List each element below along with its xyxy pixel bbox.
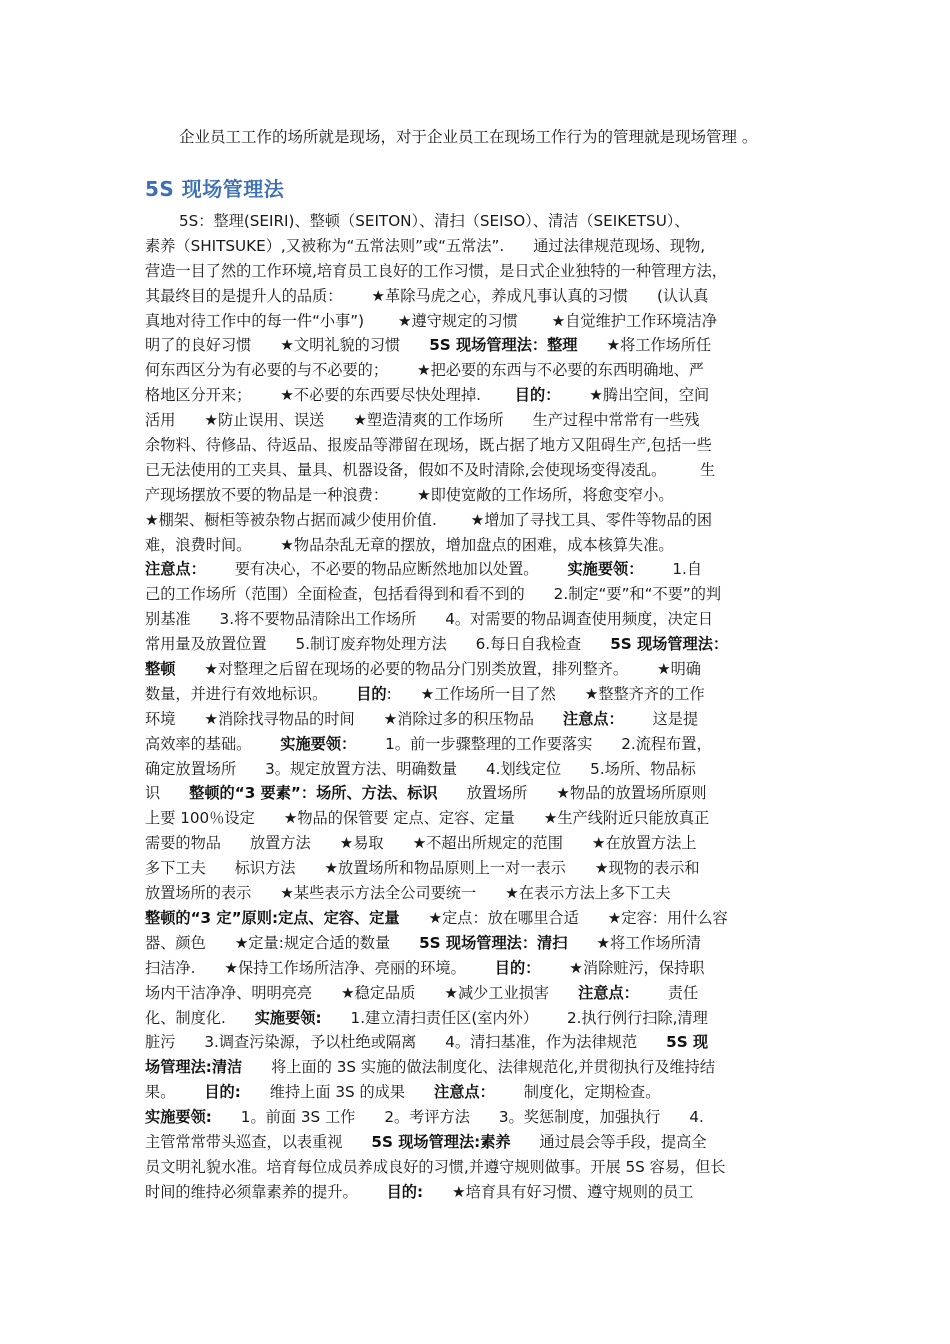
text-run: 难，浪费时间。 ★物品杂乱无章的摆放，增加盘点的困难，成本核算失准。 bbox=[145, 535, 674, 554]
text-line bbox=[145, 1030, 810, 1055]
text-run: 5S：整理(SEIRI)、整顿（SEITON）、清扫（SEISO）、清洁（SEIKETSU）、 bbox=[179, 212, 690, 230]
text-run: 常用量及放置位置 5.制订废弃物处理方法 6.每日自我检查 bbox=[145, 635, 611, 654]
text-line bbox=[145, 757, 810, 782]
text-run: 放置场所 ★物品的放置场所原则 bbox=[437, 784, 707, 803]
text-run: ★定点：放在哪里合适 ★定容：用什么容 bbox=[399, 908, 728, 927]
bold-label: 5S 现场管理法： bbox=[610, 635, 729, 654]
text-line bbox=[145, 259, 810, 284]
text-line bbox=[145, 781, 810, 806]
text-line bbox=[145, 906, 810, 931]
text-run: 需要的物品 放置方法 ★易取 ★不超出所规定的范围 ★在放置方法上 bbox=[145, 834, 697, 853]
text-line bbox=[145, 333, 810, 358]
text-line bbox=[145, 657, 810, 682]
text-line bbox=[145, 632, 810, 657]
text-line bbox=[145, 458, 810, 483]
bold-label: 5S 现 bbox=[666, 1033, 709, 1052]
text-run: 上要 100％设定 ★物品的保管要 定点、定容、定量 ★生产线附近只能放真正 bbox=[145, 809, 710, 828]
text-line bbox=[145, 483, 810, 508]
body-paragraph bbox=[145, 209, 810, 1205]
text-run: 多下工夫 标识方法 ★放置场所和物品原则上一对一表示 ★现物的表示和 bbox=[145, 859, 700, 878]
text-run: 这是提 bbox=[623, 709, 699, 728]
text-run: 已无法使用的工夹具、量具、机器设备，假如不及时清除,会使现场变得凌乱。 生 bbox=[145, 460, 716, 479]
text-run: ★消除赃污，保持职 bbox=[540, 958, 705, 977]
text-line bbox=[145, 433, 810, 458]
bold-label: 实施要领： bbox=[567, 560, 644, 579]
text-run: 将上面的 3S 实施的做法制度化、法律规范化,并贯彻执行及维持结 bbox=[242, 1058, 716, 1077]
text-run: 果。 bbox=[145, 1083, 205, 1102]
text-line bbox=[145, 1006, 810, 1031]
bold-label: 整顿的“3 要素”：场所、方法、标识 bbox=[189, 784, 438, 803]
text-run: 员文明礼貌水准。培育每位成员养成良好的习惯,并遵守规则做事。开展 5S 容易，但长 bbox=[145, 1157, 726, 1176]
text-run: ★将工作场所任 bbox=[577, 336, 712, 355]
bold-label: 5S 现场管理法：整理 bbox=[429, 336, 578, 355]
text-line bbox=[145, 533, 810, 558]
text-run: 扫洁净. ★保持工作场所洁净、亮丽的环境。 bbox=[145, 958, 495, 977]
text-run: 高效率的基础。 bbox=[145, 734, 281, 753]
text-run: 真地对待工作中的每一件“小事”) ★遵守规定的习惯 ★自觉维护工作环境洁净 bbox=[145, 311, 718, 330]
text-run: : ★工作场所一目了然 ★整整齐齐的工作 bbox=[386, 684, 705, 703]
text-run: 责任 bbox=[638, 983, 699, 1002]
bold-label: 目的 bbox=[356, 684, 387, 703]
bold-label: 整顿 bbox=[145, 660, 176, 679]
text-line bbox=[145, 981, 810, 1006]
text-run: 维持上面 3S 的成果 bbox=[240, 1083, 434, 1102]
bold-label: 注意点： bbox=[434, 1083, 495, 1102]
text-run: 余物料、待修品、待返品、报废品等滞留在现场，既占据了地方又阻碍生产,包括一些 bbox=[145, 436, 712, 455]
text-line bbox=[145, 707, 810, 732]
text-run: 主管常常带头巡查，以表重视 bbox=[145, 1132, 372, 1151]
text-run: 素养（SHITSUKE）,又被称为“五常法则”或“五常法”. 通过法律规范现场、现物, bbox=[145, 236, 706, 255]
text-run: 识 bbox=[145, 784, 190, 803]
text-line bbox=[145, 1080, 810, 1105]
bold-label: 实施要领: bbox=[254, 1008, 322, 1027]
text-line bbox=[145, 806, 810, 831]
bold-label: 注意点： bbox=[145, 560, 206, 579]
text-line bbox=[145, 234, 810, 259]
text-line bbox=[145, 856, 810, 881]
text-run: ★将工作场所清 bbox=[567, 933, 702, 952]
text-line bbox=[145, 309, 810, 334]
text-run: 环境 ★消除找寻物品的时间 ★消除过多的积压物品 bbox=[145, 709, 563, 728]
text-line bbox=[145, 209, 810, 234]
text-run: 格地区分开来； ★不必要的东西要尽快处理掉. bbox=[145, 386, 515, 405]
text-run: 化、制度化. bbox=[145, 1008, 255, 1027]
text-line bbox=[145, 1130, 810, 1155]
text-line bbox=[145, 582, 810, 607]
text-run: 要有决心，不必要的物品应断然地加以处置。 bbox=[205, 560, 568, 579]
text-run: 其最终目的是提升人的品质： ★革除马虎之心，养成凡事认真的习惯 (认认真 bbox=[145, 286, 709, 305]
text-line bbox=[145, 607, 810, 632]
text-run: 通过晨会等手段，提高全 bbox=[510, 1132, 707, 1151]
text-run: 明了的良好习惯 ★文明礼貌的习惯 bbox=[145, 336, 430, 355]
text-line bbox=[145, 956, 810, 981]
text-run: ★棚架、橱柜等被杂物占据而减少使用价值. ★增加了寻找工具、零件等物品的困 bbox=[145, 510, 713, 529]
bold-label: 实施要领: bbox=[145, 1108, 212, 1127]
bold-label: 5S 现场管理法:素养 bbox=[371, 1132, 511, 1151]
text-line bbox=[145, 383, 810, 408]
text-run: 数量，并进行有效地标识。 bbox=[145, 684, 357, 703]
text-line bbox=[145, 1105, 810, 1130]
text-run: 营造一目了然的工作环境,培育员工良好的工作习惯，是日式企业独特的一种管理方法， bbox=[145, 261, 727, 280]
bold-label: 目的: bbox=[386, 1182, 424, 1201]
text-run: 确定放置场所 3。规定放置方法、明确数量 4.划线定位 5.场所、物品标 bbox=[145, 759, 696, 778]
text-run: 1。前面 3S 工作 2。考评方法 3。奖惩制度，加强执行 4. bbox=[211, 1108, 704, 1127]
text-run: ★培育具有好习惯、遵守规则的员工 bbox=[423, 1182, 694, 1201]
text-run: 何东西区分为有必要的与不必要的； ★把必要的东西与不必要的东西明确地、严 bbox=[145, 361, 704, 380]
text-line bbox=[145, 831, 810, 856]
text-line bbox=[145, 881, 810, 906]
bold-label: 实施要领： bbox=[280, 734, 357, 753]
text-line bbox=[145, 284, 810, 309]
text-run: ★腾出空间，空间 bbox=[560, 386, 710, 405]
section-heading: 5S 现场管理法 bbox=[145, 177, 285, 201]
text-run: 时间的维持必须靠素养的提升。 bbox=[145, 1182, 387, 1201]
text-run: 1.建立清扫责任区(室内外） 2.执行例行扫除,清理 bbox=[321, 1008, 708, 1027]
bold-label: 注意点： bbox=[578, 983, 639, 1002]
text-run: 器、颜色 ★定量:规定合适的数量 bbox=[145, 933, 420, 952]
intro-paragraph: 企业员工工作的场所就是现场，对于企业员工在现场工作行为的管理就是现场管理 。 bbox=[179, 128, 758, 146]
text-line bbox=[145, 557, 810, 582]
text-run: 放置场所的表示 ★某些表示方法全公司要统一 ★在表示方法上多下工夫 bbox=[145, 884, 671, 903]
bold-label: 整顿的“3 定”原则:定点、定容、定量 bbox=[145, 908, 400, 927]
bold-label: 注意点： bbox=[562, 709, 624, 728]
text-line bbox=[145, 1180, 810, 1205]
text-run: 产现场摆放不要的物品是一种浪费： ★即使宽敞的工作场所，将愈变窄小。 bbox=[145, 485, 674, 504]
text-line bbox=[145, 358, 810, 383]
text-run: 别基准 3.将不要物品清除出工作场所 4。对需要的物品调查使用频度，决定日 bbox=[145, 610, 714, 629]
text-run: 活用 ★防止误用、误送 ★塑造清爽的工作场所 生产过程中常常有一些残 bbox=[145, 411, 700, 430]
text-line bbox=[145, 682, 810, 707]
text-run: 制度化，定期检查。 bbox=[494, 1083, 661, 1102]
text-line bbox=[145, 732, 810, 757]
bold-label: 5S 现场管理法：清扫 bbox=[419, 933, 568, 952]
bold-label: 目的: bbox=[204, 1083, 241, 1102]
text-run: 脏污 3.调查污染源，予以杜绝或隔离 4。清扫基准，作为法律规范 bbox=[145, 1033, 667, 1052]
text-line bbox=[145, 508, 810, 533]
text-run: 1.自 bbox=[643, 560, 703, 579]
bold-label: 目的： bbox=[514, 386, 561, 405]
text-run: 1。前一步骤整理的工作要落实 2.流程布置， bbox=[356, 734, 712, 753]
bold-label: 目的： bbox=[494, 958, 541, 977]
text-line bbox=[145, 1055, 810, 1080]
text-run: 场内干洁净净、明明亮亮 ★稳定品质 ★减少工业损害 bbox=[145, 983, 579, 1002]
text-run: ★对整理之后留在现场的必要的物品分门别类放置，排列整齐。 ★明确 bbox=[175, 660, 701, 679]
text-line bbox=[145, 1155, 810, 1180]
bold-label: 场管理法:清洁 bbox=[145, 1058, 243, 1077]
text-line bbox=[145, 408, 810, 433]
text-run: 己的工作场所（范围）全面检查，包括看得到和看不到的 2.制定“要”和“不要”的判 bbox=[145, 585, 722, 604]
text-line bbox=[145, 931, 810, 956]
